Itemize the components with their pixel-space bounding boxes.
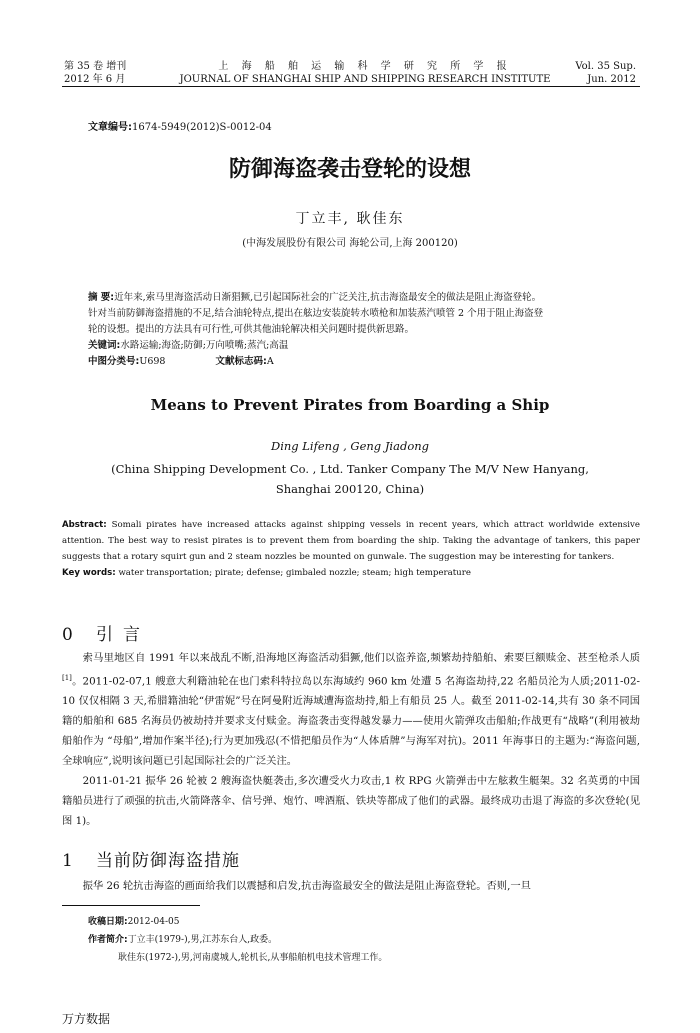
citation-ref: [1] <box>62 674 72 682</box>
title-en: Means to Prevent Pirates from Boarding a Ship <box>150 396 550 414</box>
abstract-cn <box>88 290 628 370</box>
footnote-rule <box>62 905 200 906</box>
author-bio-1: 丁立丰(1979-),男,江苏东台人,政委。 <box>127 935 278 945</box>
paragraph-text-a: 索马里地区自 1991 年以来战乱不断,沿海地区海盗活动猖獗,他们以盗养盗,频繁劫持船舶、索要巨额赎金、甚至枪杀人质 <box>82 652 640 664</box>
running-header-center <box>170 60 560 86</box>
affiliation-cn: (中海发展股份有限公司 海轮公司,上海 200120) <box>242 238 458 249</box>
journal-name-cn: 上 海 船 舶 运 输 科 学 研 究 所 学 报 <box>218 61 512 72</box>
article-number-label: 文章编号: <box>88 122 132 133</box>
date-en: Jun. 2012 <box>587 74 636 85</box>
abstract-cn-label: 摘 要: <box>88 292 115 303</box>
authors-cn: 丁立丰, 耿佳东 <box>295 211 405 227</box>
section-number: 0 <box>62 625 73 645</box>
received-label: 收稿日期: <box>88 917 128 927</box>
section-1-body <box>62 876 640 896</box>
paragraph: 2011-01-21 振华 26 轮被 2 艘海盗快艇袭击,多次遭受火力攻击,1 枚 RPG 火箭弹击中左舷救生艇架。32 名英勇的中国籍船员进行了顽强的抗击,火箭降落伞、信号弹、炮竹、啤酒瓶、铁块等都成了他们的武器。最终成功击退了海盗的多次登轮(见图 1)。 <box>62 775 640 828</box>
abstract-en-text: Somali pirates have increased attacks against shipping vessels in recent years, which attract worldwide extensive attention. The best way to resist pirates is to prevent them from boarding the ship. Taking the advantage of tankers, this paper suggests that a rotary squirt gun and 2 steam nozzles be mounted on gunwale. The suggestion may be interesting for tankers. <box>62 520 640 562</box>
section-number: 1 <box>62 851 73 871</box>
abstract-en <box>62 517 640 581</box>
affiliation-en-line1: (China Shipping Development Co. , Ltd. Tanker Company The M/V New Hanyang, <box>111 462 589 476</box>
clc-value: U698 <box>139 356 166 367</box>
wanfang-watermark: 万方数据 <box>62 1012 111 1026</box>
keywords-en: water transportation; pirate; defense; gimbaled nozzle; steam; high temperature <box>115 568 471 578</box>
section-heading-0 <box>62 620 150 645</box>
abstract-cn-line1: 近年来,索马里海盗活动日渐猖獗,已引起国际社会的广泛关注,抗击海盗最安全的做法是阻止海盗登轮。 <box>114 292 542 303</box>
keywords-en-label: Key words: <box>62 568 116 578</box>
title-cn: 防御海盗袭击登轮的设想 <box>228 157 471 182</box>
journal-name-en: JOURNAL OF SHANGHAI SHIP AND SHIPPING RESEARCH INSTITUTE <box>179 74 551 85</box>
running-header-left <box>64 60 126 86</box>
received-date: 2012-04-05 <box>127 917 180 927</box>
affiliation-en-line2: Shanghai 200120, China) <box>275 482 425 496</box>
issue-cn: 第 35 卷 增刊 <box>64 61 127 72</box>
running-header-right <box>575 60 636 86</box>
paragraph <box>62 648 640 771</box>
paragraph: 振华 26 轮抗击海盗的画面给我们以震撼和启发,抗击海盗最安全的做法是阻止海盗登轮。否则,一旦 <box>82 880 531 892</box>
volume-en: Vol. 35 Sup. <box>575 61 636 72</box>
paragraph-text-b: 。2011-02-07,1 艘意大利籍油轮在也门索科特拉岛以东海域约 960 km 处遭 5 名海盗劫持,22 名船员沦为人质;2011-02-10 仅仅相隔 3 天,希腊籍油轮“伊雷妮”号在阿曼附近海域遭海盗劫持,船上有船员 25 人。截至 2011-02-14,共有 30 条不同国籍的船舶和 685 名海员仍被劫持并要求支付赎金。海盗袭击变得越发暴力——使用火箭弹攻击船舶;作战更有“战略”(利用被劫船舶作为 “母船”,增加作案半径);行为更加残忍(不惜把船员作为“人体盾牌”与海军对抗)。2011 年海事日的主题为:“海盗问题,全球响应”,说明该问题已引起国际社会的广泛关注。 <box>62 675 640 768</box>
section-title: 引言 <box>96 625 150 645</box>
date-cn: 2012 年 6 月 <box>64 74 126 85</box>
header-rule <box>62 86 640 87</box>
clc-label: 中图分类号: <box>88 356 140 367</box>
section-heading-1 <box>62 846 240 871</box>
abstract-en-label: Abstract: <box>62 520 107 530</box>
doc-code-value: A <box>266 356 274 367</box>
abstract-cn-line2: 针对当前防御海盗措施的不足,结合油轮特点,提出在舷边安装旋转水喷枪和加装蒸汽喷管 2 个用于阻止海盗登 <box>88 308 544 319</box>
abstract-cn-line3: 轮的设想。提出的方法具有可行性,可供其他油轮解决相关问题时提供新思路。 <box>88 324 415 335</box>
affiliation-en <box>0 459 700 499</box>
section-title: 当前防御海盗措施 <box>96 851 240 871</box>
keywords-cn: 水路运输;海盗;防御;万向喷嘴;蒸汽;高温 <box>120 340 289 351</box>
authors-en: Ding Lifeng , Geng Jiadong <box>270 439 430 453</box>
section-0-body <box>62 648 640 831</box>
bio-label: 作者简介: <box>88 935 128 945</box>
keywords-cn-label: 关键词: <box>88 340 121 351</box>
article-number-value: 1674-5949(2012)S-0012-04 <box>132 122 272 133</box>
doc-code-label: 文献标志码: <box>215 356 267 367</box>
footnote <box>88 913 387 967</box>
article-number <box>88 118 272 133</box>
author-bio-2: 耿佳东(1972-),男,河南虞城人,轮机长,从事船舶机电技术管理工作。 <box>118 953 388 963</box>
